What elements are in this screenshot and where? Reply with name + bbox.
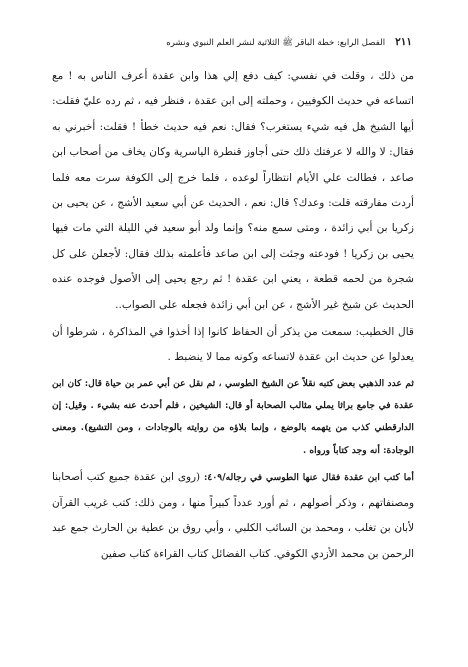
paragraph-narration: من ذلك ، وقلت في نفسي: كيف دفع إلي هذا وابن عقدة أعرف الناس به ! مع اتساعه في حديث الكوفيين ، وحملته إلى ابن عقدة ، فنظر فيه ، ثم رده عليّ فقلت: أيها الشيخ هل فيه شيء يستغرب؟ فقال: نعم فيه حديث خطأ ! فقلت: أخبرني به فقال: لا والله لا عرفتك ذلك حتى أجاوز قنطرة الياسرية وكان يخاف من أصحاب ابن صاعد ، فطالت علي الأيام انتظاراً لوعده ، فلما خرج إلى الكوفة سرت معه فلما أردت مفارقته قلت: وعدك؟ قال: نعم ، الحديث عن أبي سعيد الأشج ، عن يحيى بن زكريا بن أبي زائدة ، ومتى سمع منه؟ وإنما ولد أبو سعيد في الليلة التي مات فيها يحيى بن زكريا ! فودعته وجئت إلى ابن صاعد فأعلمته بذلك فقال: لأجعلن على كل شجرة من لحمه قطعة ، يعني ابن عقدة ! ثم رجع يحيى إلى الأصول فوجده عنده الحديث عن شيخ غير الأشج ، عن ابن أبي زائدة فجعله على الصواب.. [52, 70, 414, 311]
paragraph-tusi-books [52, 465, 414, 567]
paragraph-khatib-quote: قال الخطيب: سمعت من يذكر أن الحفاظ كانوا إذا أخذوا في المذاكرة ، شرطوا أن يعدلوا عن حديث ابن عقدة لاتساعه وكونه مما لا ينضبط . [52, 326, 414, 364]
paragraph-lead-text: أما كتب ابن عقدة فقال عنها الطوسي في رجاله/٤٠٩: [204, 472, 414, 484]
running-title: الفصل الرابع: خطة الباقر ﷺ الثلاثية لنشر العلم النبوي ونشره [166, 38, 386, 48]
page-number: ٢١١ [395, 36, 412, 48]
page-body [52, 64, 414, 567]
paragraph-continuation-text: (روى ابن عقدة جميع كتب أصحابنا ومصنفاتهم ، وذكر أصولهم ، ثم أورد عدداً كبيراً منها ، ومن ذلك: كتب غريب القرآن لأبان بن تغلب ، ومحمد بن السائب الكلبي ، وأبي روق بن عطية بن الحارث جمع عبد الرحمن بن محمد الأزدي الكوفي. كتاب الفضائل كتاب القراءة كتاب صفين [52, 471, 414, 560]
paragraph-dhahabi-note: ثم عدد الذهبي بعض كتبه نقلاً عن الشيخ الطوسي ، ثم نقل عن أبي عمر بن حياة قال: كان ابن عقدة في جامع براثا يملي مثالب الصحابة أو قال: الشيخين ، فلم أحدث عنه بشيء . وقيل: إن الدارقطني كذب من يتهمه بالوضع ، وإنما بلاؤه من روايته بالوجادات ، ومن التشيع). ومعنى الوجادة: أنه وجد كتاباً ورواه . [52, 377, 414, 456]
page-header [52, 36, 412, 50]
